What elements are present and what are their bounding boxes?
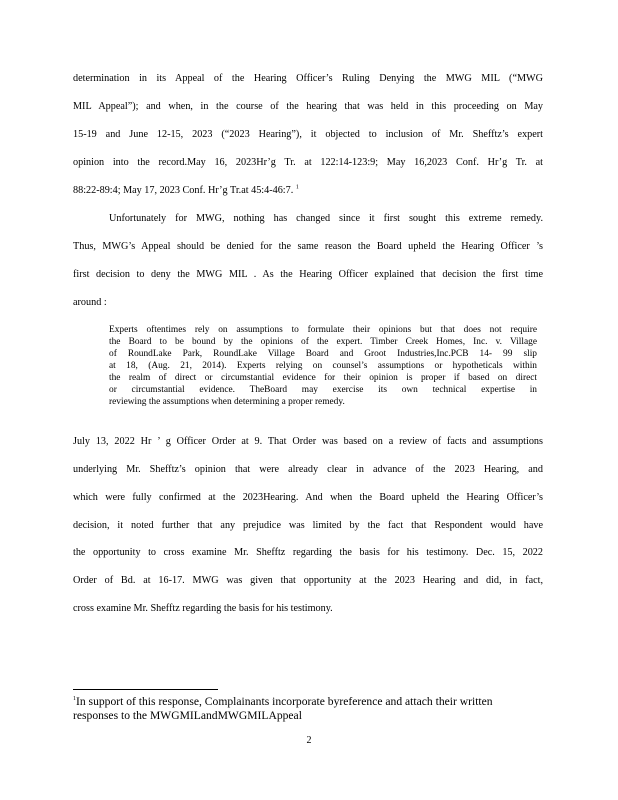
- body-line: the opportunity to cross examine Mr. Shefftz regarding the basis for his testimony. Dec. 15, 2022: [73, 547, 543, 558]
- body-line: cross examine Mr. Shefftz regarding the basis for his testimony.: [73, 603, 333, 614]
- footnote-separator: [73, 689, 218, 690]
- body-line: Thus, MWG’s Appeal should be denied for the same reason the Board upheld the Hearing Officer ’s: [73, 241, 543, 252]
- body-line: MIL Appeal”); and when, in the course of the hearing that was held in this proceeding on May: [73, 101, 543, 112]
- body-line: 15-19 and June 12-15, 2023 (“2023 Hearing”), it objected to inclusion of Mr. Shefftz’s expert: [73, 129, 543, 140]
- footnote-reference: 1: [295, 184, 299, 191]
- block-quote-line: or circumstantial evidence. TheBoard may exercise its own technical expertise in: [109, 385, 537, 395]
- body-line: around :: [73, 297, 107, 308]
- footnote-marker: 1: [73, 696, 76, 703]
- footnote-text: In support of this response, Complainants incorporate byreference and attach their written: [76, 695, 493, 708]
- block-quote-line: the realm of direct or circumstantial evidence for their opinion is proper if based on direct: [109, 373, 537, 383]
- body-line: which were fully confirmed at the 2023Hearing. And when the Board upheld the Hearing Officer’s: [73, 492, 543, 503]
- body-line: determination in its Appeal of the Hearing Officer’s Ruling Denying the MWG MIL (“MWG: [73, 73, 543, 84]
- body-line: first decision to deny the MWG MIL . As the Hearing Officer explained that decision the first time: [73, 269, 543, 280]
- block-quote-line: Experts oftentimes rely on assumptions to formulate their opinions but that does not require: [109, 325, 537, 335]
- body-line-indented: Unfortunately for MWG, nothing has changed since it first sought this extreme remedy.: [109, 213, 543, 224]
- body-line: decision, it noted further that any prejudice was limited by the fact that Respondent would have: [73, 520, 543, 531]
- body-line: opinion into the record.May 16, 2023Hr’g Tr. at 122:14-123:9; May 16,2023 Conf. Hr’g Tr. at: [73, 157, 543, 168]
- block-quote-line: reviewing the assumptions when determining a proper remedy.: [109, 397, 345, 407]
- block-quote-line: the Board to be bound by the opinions of the expert. Timber Creek Homes, Inc. v. Village: [109, 337, 537, 347]
- footnote-line: responses to the MWGMILandMWGMILAppeal: [73, 709, 302, 722]
- body-line-with-footnote: [73, 185, 543, 197]
- block-quote-line: at 18, (Aug. 21, 2014). Experts relying on counsel’s assumptions or hypotheticals within: [109, 361, 537, 371]
- block-quote-line: of RoundLake Park, RoundLake Village Board and Groot Industries,Inc.PCB 14- 99 slip: [109, 349, 537, 359]
- body-line-text: 88:22-89:4; May 17, 2023 Conf. Hr’g Tr.at 45:4-46:7.: [73, 185, 294, 196]
- body-line: Order of Bd. at 16-17. MWG was given that opportunity at the 2023 Hearing and did, in fact,: [73, 575, 543, 586]
- body-line: July 13, 2022 Hr ’ g Officer Order at 9. That Order was based on a review of facts and assumptions: [73, 436, 543, 447]
- page-number: 2: [306, 735, 312, 746]
- body-line: underlying Mr. Shefftz’s opinion that were already clear in advance of the 2023 Hearing, and: [73, 464, 543, 475]
- footnote-line: [73, 695, 543, 709]
